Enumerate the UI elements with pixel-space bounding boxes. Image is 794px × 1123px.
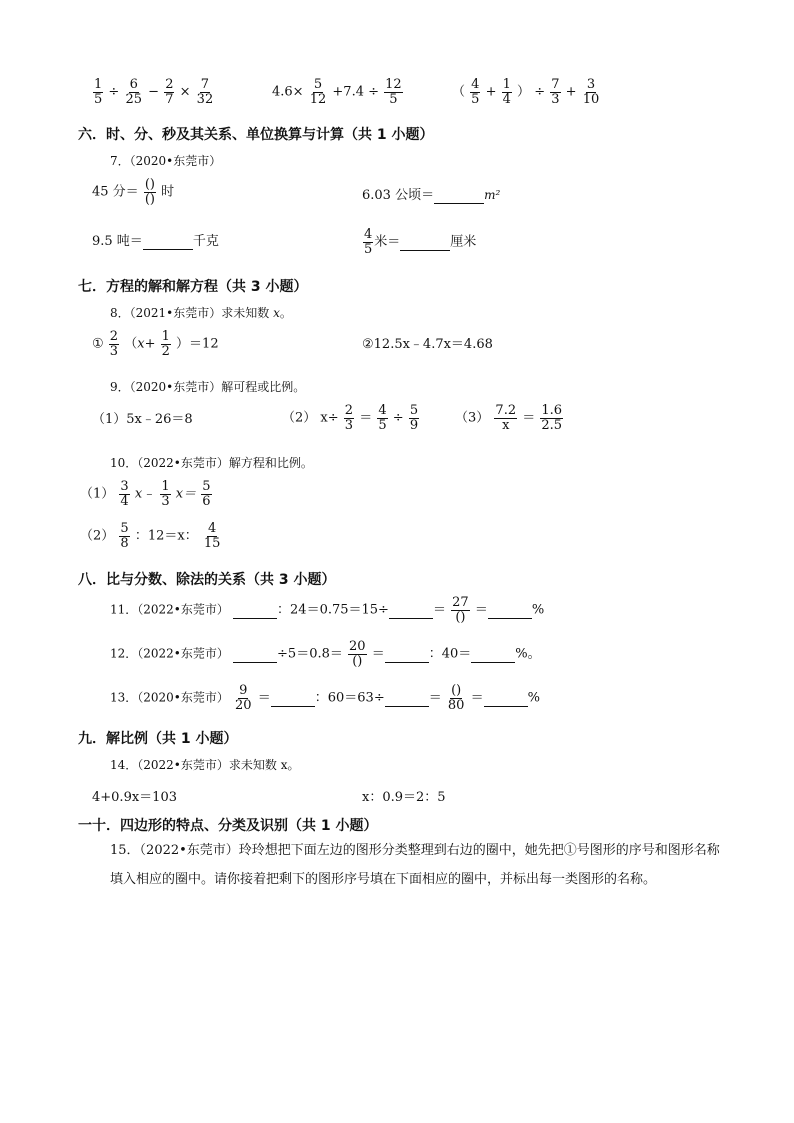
question-13: 13．（2020•东莞市） $\frac{9}{20}$ ＝ ：60＝63÷ ＝ $\frac{()}{80}$ ＝ % — [110, 683, 540, 713]
fraction: $\frac{3}{4}$ — [120, 479, 129, 509]
answer-blank[interactable] — [233, 647, 277, 663]
fraction: $\frac{27}{()}$ — [452, 595, 469, 625]
fraction: $\frac{7}{3}$ — [551, 77, 560, 107]
section-8-title: 八．比与分数、除法的关系（共 3 小题） — [78, 572, 336, 588]
fraction: $\frac{2}{7}$ — [165, 77, 174, 107]
fraction: $\frac{9}{20}$ — [235, 683, 252, 713]
calc-expression-3: （ $\frac{4}{5}$ + $\frac{1}{4}$ ） ÷ $\frac{7}{3}$ + $\frac{3}{10}$ — [452, 77, 600, 107]
fraction: $\frac{1}{5}$ — [94, 77, 103, 107]
question-8-part-b: ②12.5x﹣4.7x＝4.68 — [362, 337, 493, 352]
fraction: $\frac{6}{25}$ — [125, 77, 143, 107]
question-8-header: 8．（2021•东莞市）求未知数 x。 — [110, 306, 292, 320]
section-10-title: 一十．四边形的特点、分类及识别（共 1 小题） — [78, 818, 378, 834]
fraction: $\frac{1}{2}$ — [161, 329, 170, 359]
question-14-part-b: x：0.9＝2：5 — [362, 790, 446, 805]
fraction: $\frac{5}{6}$ — [202, 479, 211, 509]
question-8-part-a: ① $\frac{2}{3}$ （x+ $\frac{1}{2}$ ）＝12 — [92, 329, 219, 359]
fraction: $\frac{1}{4}$ — [502, 77, 511, 107]
question-9-part-2: （2） x÷ $\frac{2}{3}$ ＝ $\frac{4}{5}$ ÷ $\frac{5}{9}$ — [282, 403, 419, 433]
answer-blank[interactable] — [471, 647, 515, 663]
question-7-part-b: 6.03 公顷＝ m² — [362, 188, 501, 203]
fraction: $\frac{5}{8}$ — [120, 521, 129, 551]
fraction: $\frac{1.6}{2.5}$ — [541, 403, 563, 433]
section-9-title: 九．解比例（共 1 小题） — [78, 731, 238, 747]
answer-blank[interactable] — [385, 691, 429, 707]
fraction: $\frac{7.2}{x}$ — [495, 403, 517, 433]
calc-expression-2: 4.6× $\frac{5}{12}$ +7.4 ÷ $\frac{12}{5}$ — [272, 77, 402, 107]
question-7-part-c: 9.5 吨＝ 千克 — [92, 234, 219, 249]
question-10-part-2: （2） $\frac{5}{8}$ ：12＝x： $\frac{4}{15}$ — [80, 521, 221, 551]
fraction: $\frac{3}{10}$ — [582, 77, 600, 107]
fraction: $\frac{2}{3}$ — [109, 329, 119, 359]
fraction: $\frac{()}{()}$ — [144, 177, 155, 207]
fraction: $\frac{4}{15}$ — [203, 521, 221, 551]
fraction: $\frac{1}{3}$ — [161, 479, 170, 509]
answer-blank[interactable] — [271, 691, 315, 707]
answer-blank[interactable] — [143, 234, 193, 250]
fraction: $\frac{4}{5}$ — [378, 403, 387, 433]
answer-blank[interactable] — [434, 188, 484, 204]
fraction: $\frac{5}{12}$ — [309, 77, 327, 107]
answer-blank[interactable] — [233, 603, 277, 619]
question-15-text: 15．（2022•东莞市）玲玲想把下面左边的图形分类整理到右边的圈中，她先把①号图形的序号和图形名称填入相应的圈中。请你接着把剩下的图形序号填在下面相应的圈中，并标出每一类图形的名称。 — [110, 843, 720, 887]
question-12: 12．（2022•东莞市） ÷5＝0.8＝ $\frac{20}{()}$ ＝ ：40＝ %。 — [110, 639, 541, 669]
answer-blank[interactable] — [400, 235, 450, 251]
question-14-part-a: 4+0.9x＝103 — [92, 790, 177, 805]
fraction: $\frac{12}{5}$ — [385, 77, 402, 107]
fraction: $\frac{20}{()}$ — [349, 639, 366, 669]
question-14-header: 14．（2022•东莞市）求未知数 x。 — [110, 758, 300, 772]
answer-blank[interactable] — [488, 603, 532, 619]
answer-blank[interactable] — [389, 603, 433, 619]
question-11: 11．（2022•东莞市） ：24＝0.75＝15÷ ＝ $\frac{27}{()}$ ＝ % — [110, 595, 545, 625]
section-7-title: 七．方程的解和解方程（共 3 小题） — [78, 279, 308, 295]
question-10-part-1: （1） $\frac{3}{4}$ x﹣ $\frac{1}{3}$ x＝ $\frac{5}{6}$ — [80, 479, 211, 509]
fraction: $\frac{2}{3}$ — [344, 403, 354, 433]
answer-blank[interactable] — [484, 691, 528, 707]
fraction: $\frac{7}{32}$ — [196, 77, 214, 107]
question-7-part-a: 45 分＝ $\frac{()}{()}$ 时 — [92, 177, 175, 207]
fraction: $\frac{4}{5}$ — [471, 77, 480, 107]
question-7-header: 7．（2020•东莞市） — [110, 154, 222, 168]
question-9-header: 9．（2020•东莞市）解可程或比例。 — [110, 380, 306, 394]
section-6-title: 六．时、分、秒及其关系、单位换算与计算（共 1 小题） — [78, 127, 434, 143]
calc-expression-1: $\frac{1}{5}$ ÷ $\frac{6}{25}$ − $\frac{2}{7}$ × $\frac{7}{32}$ — [94, 77, 214, 107]
fraction: $\frac{5}{9}$ — [409, 403, 419, 433]
fraction: $\frac{4}{5}$ — [364, 227, 373, 257]
answer-blank[interactable] — [385, 647, 429, 663]
question-10-header: 10．（2022•东莞市）解方程和比例。 — [110, 456, 313, 470]
question-7-part-d: $\frac{4}{5}$ 米＝ 厘米 — [364, 227, 477, 257]
fraction: $\frac{()}{80}$ — [447, 683, 465, 713]
question-9-part-1: （1）5x﹣26＝8 — [92, 412, 193, 427]
question-9-part-3: （3） $\frac{7.2}{x}$ ＝ $\frac{1.6}{2.5}$ — [455, 403, 563, 433]
